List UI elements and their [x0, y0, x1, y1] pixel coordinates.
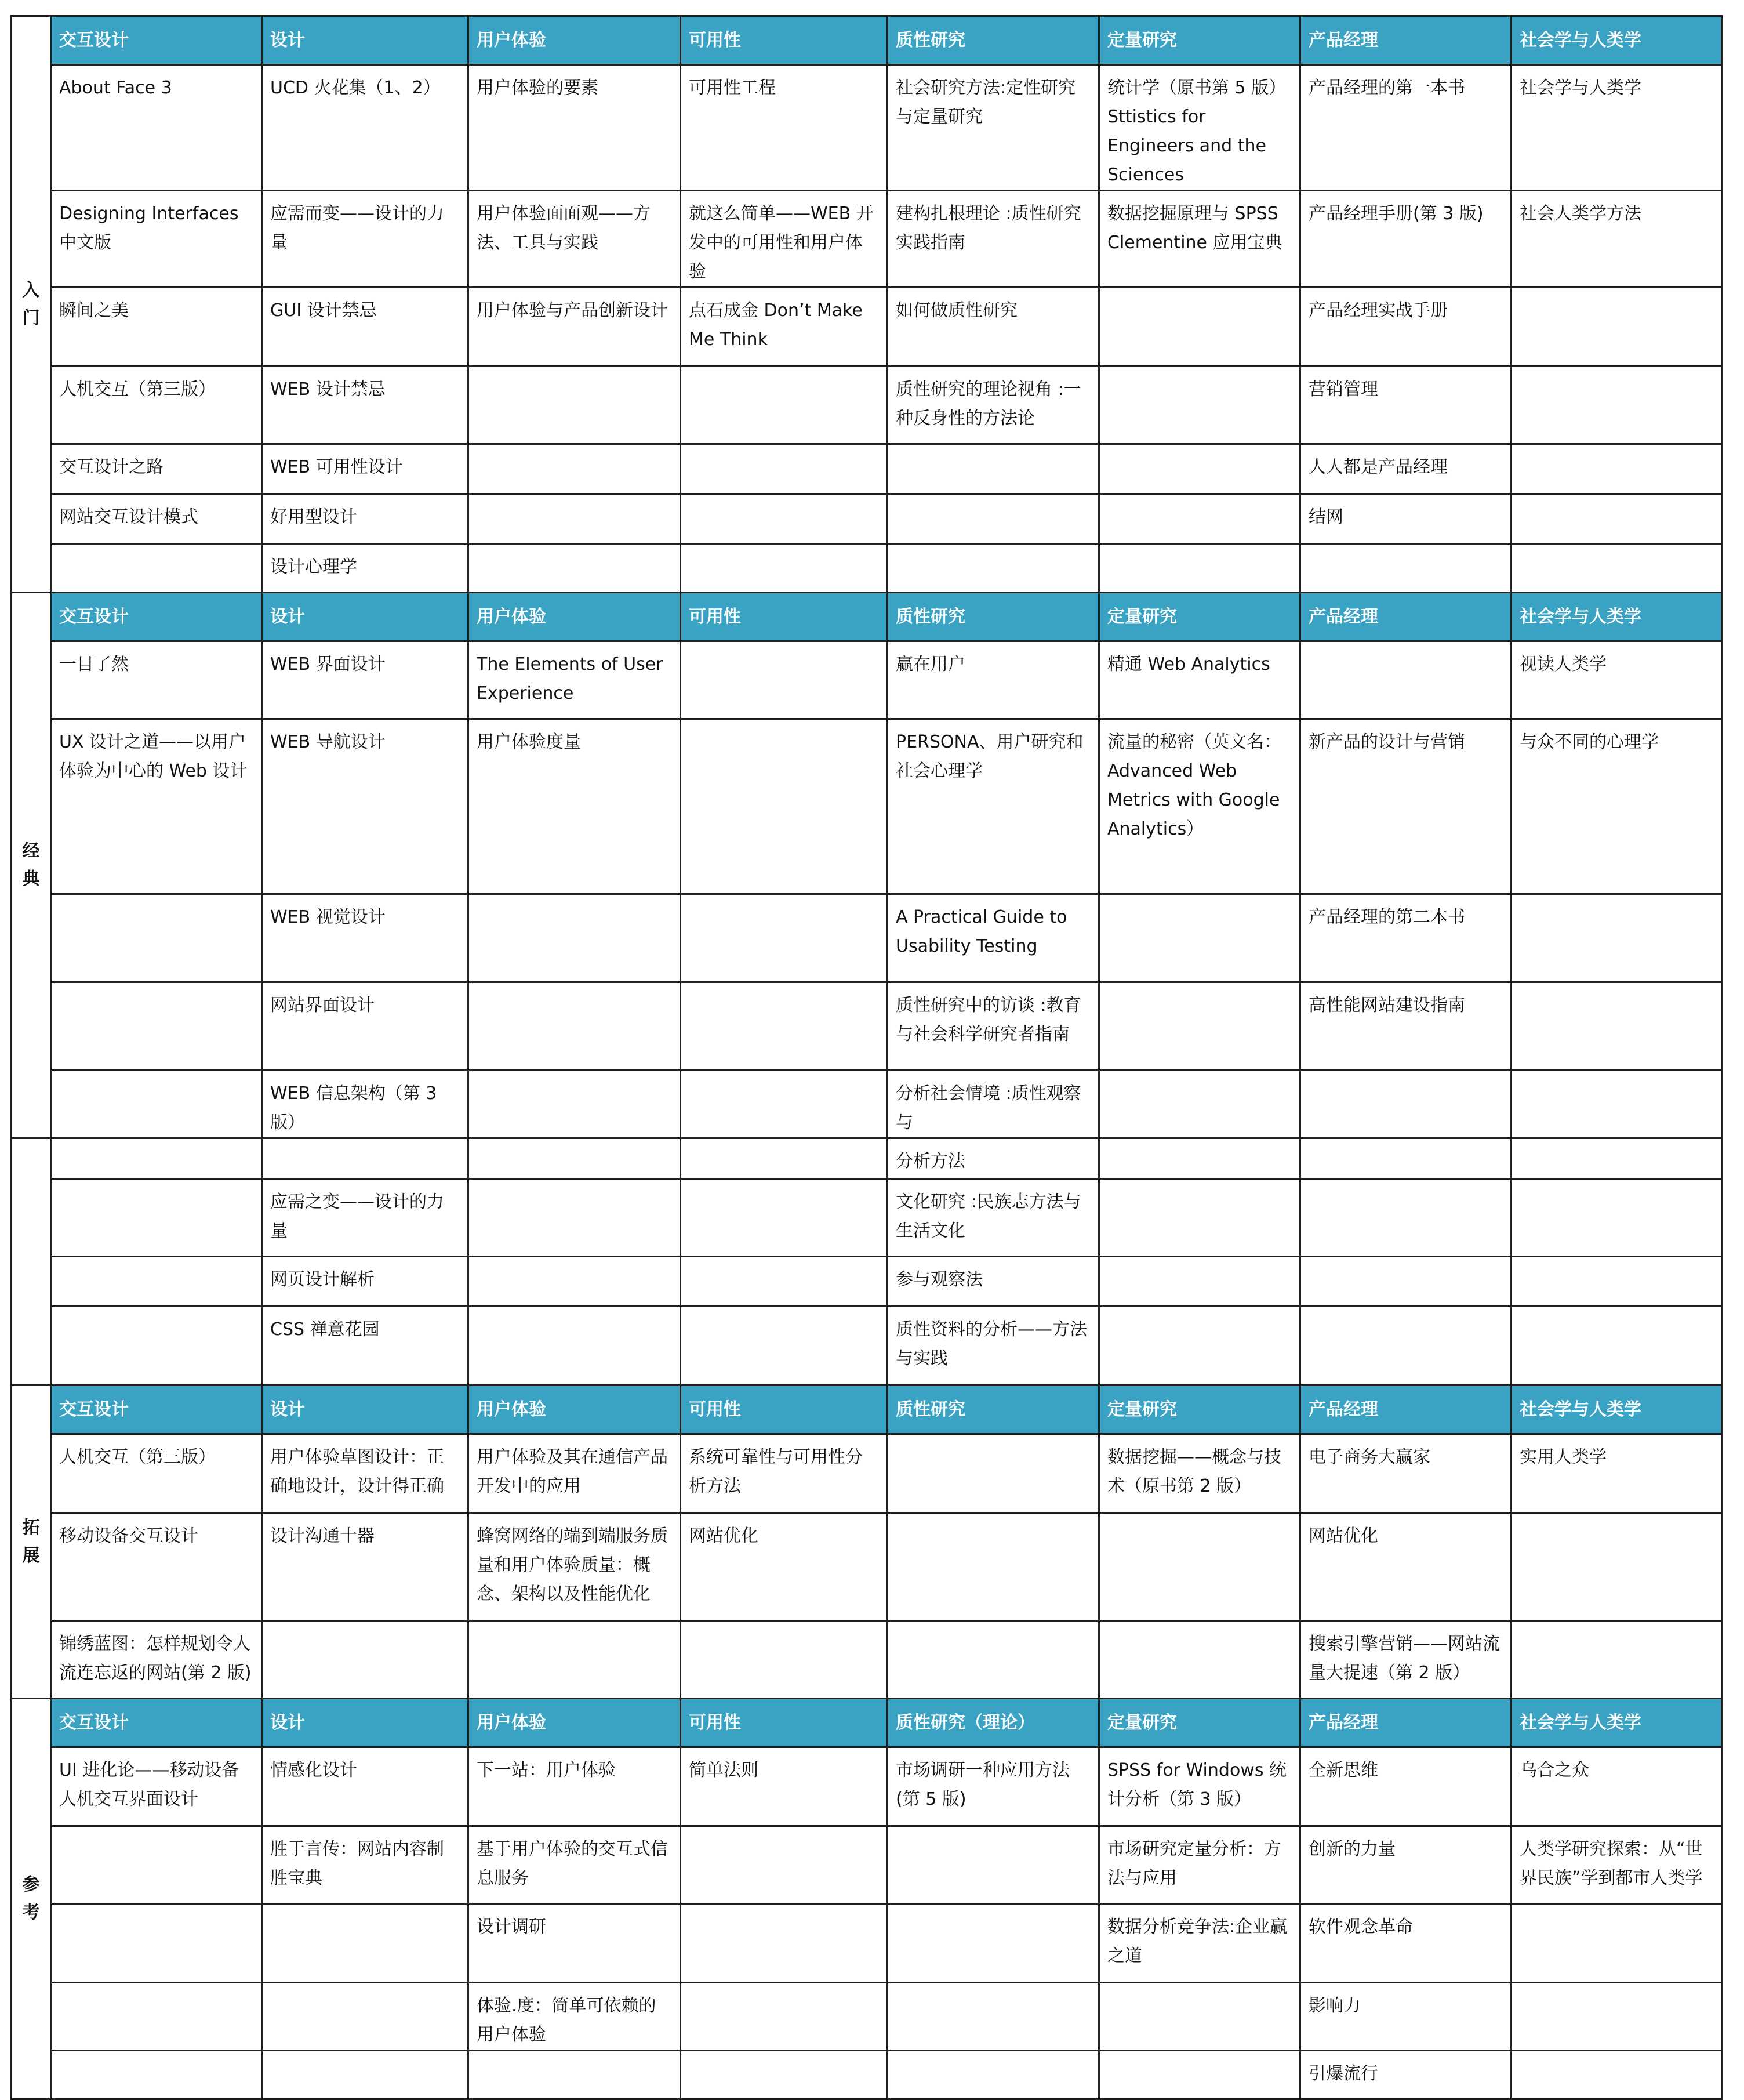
- category-header: 交互设计: [51, 593, 262, 641]
- book-cell: 设计心理学: [262, 544, 468, 593]
- book-cell: 如何做质性研究: [888, 288, 1099, 367]
- book-cell: 点石成金 Don’t Make Me Think: [681, 288, 888, 367]
- book-cell: WEB 界面设计: [262, 641, 468, 719]
- book-cell: [681, 1179, 888, 1257]
- book-cell: [1099, 982, 1300, 1071]
- book-cell: [1099, 894, 1300, 982]
- table-row: [12, 444, 1722, 494]
- book-cell: 影响力: [1300, 1983, 1512, 2051]
- book-cell: 产品经理实战手册: [1300, 288, 1512, 367]
- book-cell: [1512, 1257, 1722, 1307]
- category-header: 社会学与人类学: [1512, 1699, 1722, 1747]
- book-cell: 用户体验与产品创新设计: [468, 288, 681, 367]
- book-cell: [1099, 1983, 1300, 2051]
- book-cell: [1099, 544, 1300, 593]
- book-cell: SPSS for Windows 统计分析（第 3 版）: [1099, 1747, 1300, 1826]
- book-cell: UCD 火花集（1、2）: [262, 65, 468, 191]
- book-cell: [681, 1826, 888, 1904]
- book-cell: [681, 367, 888, 444]
- table-row: [12, 1904, 1722, 1983]
- book-cell: UX 设计之道——以用户体验为中心的 Web 设计: [51, 719, 262, 894]
- book-cell: 视读人类学: [1512, 641, 1722, 719]
- book-cell: 建构扎根理论 :质性研究实践指南: [888, 191, 1099, 288]
- book-cell: 参与观察法: [888, 1257, 1099, 1307]
- category-header: 可用性: [681, 16, 888, 65]
- book-cell: 产品经理的第一本书: [1300, 65, 1512, 191]
- level-label-text: 经典: [22, 841, 40, 889]
- category-header: 用户体验: [468, 593, 681, 641]
- book-cell: [51, 982, 262, 1071]
- category-header: 设计: [262, 593, 468, 641]
- book-cell: 可用性工程: [681, 65, 888, 191]
- book-cell: 统计学（原书第 5 版）Sttistics for Engineers and the Sciences: [1099, 65, 1300, 191]
- book-cell: [51, 1257, 262, 1307]
- category-header: 用户体验: [468, 1699, 681, 1747]
- book-cell: UI 进化论——移动设备人机交互界面设计: [51, 1747, 262, 1826]
- book-cell: WEB 设计禁忌: [262, 367, 468, 444]
- book-cell: 系统可靠性与可用性分析方法: [681, 1434, 888, 1513]
- table-row: [12, 367, 1722, 444]
- book-cell: [1512, 1307, 1722, 1386]
- category-header: 可用性: [681, 1386, 888, 1434]
- book-cell: [681, 719, 888, 894]
- book-cell: 用户体验度量: [468, 719, 681, 894]
- book-cell: [1512, 444, 1722, 494]
- book-cell: [1300, 1071, 1512, 1138]
- table-row: [12, 1307, 1722, 1386]
- category-header: 用户体验: [468, 16, 681, 65]
- book-cell: [1099, 1307, 1300, 1386]
- book-cell: [1512, 1983, 1722, 2051]
- book-cell: 产品经理的第二本书: [1300, 894, 1512, 982]
- book-cell: [1512, 544, 1722, 593]
- book-cell: [681, 1071, 888, 1138]
- book-cell: 分析社会情境 :质性观察与: [888, 1071, 1099, 1138]
- table-row: [12, 1071, 1722, 1138]
- book-cell: [888, 1826, 1099, 1904]
- book-cell: [1512, 1071, 1722, 1138]
- book-cell: Designing Interfaces 中文版: [51, 191, 262, 288]
- category-header: 交互设计: [51, 1699, 262, 1747]
- book-cell: PERSONA、用户研究和社会心理学: [888, 719, 1099, 894]
- book-cell: [262, 2051, 468, 2099]
- book-cell: [888, 1904, 1099, 1983]
- category-header: 质性研究: [888, 593, 1099, 641]
- book-cell: 锦绣蓝图：怎样规划令人流连忘返的网站(第 2 版): [51, 1621, 262, 1699]
- book-cell: [1300, 544, 1512, 593]
- book-cell: 应需之变——设计的力量: [262, 1179, 468, 1257]
- book-cell: [262, 1621, 468, 1699]
- book-cell: [468, 367, 681, 444]
- book-cell: 质性研究中的访谈 :教育与社会科学研究者指南: [888, 982, 1099, 1071]
- category-header: 产品经理: [1300, 1699, 1512, 1747]
- book-cell: [468, 1071, 681, 1138]
- category-header: 产品经理: [1300, 1386, 1512, 1434]
- book-cell: 应需而变——设计的力量: [262, 191, 468, 288]
- book-cell: 用户体验及其在通信产品开发中的应用: [468, 1434, 681, 1513]
- table-row: [12, 894, 1722, 982]
- book-cell: [1300, 1257, 1512, 1307]
- table-row: [12, 494, 1722, 544]
- book-cell: [1099, 1071, 1300, 1138]
- book-cell: [1099, 2051, 1300, 2099]
- book-cell: 瞬间之美: [51, 288, 262, 367]
- category-header-row: [12, 593, 1722, 641]
- table-row: [12, 1138, 1722, 1179]
- book-cell: 网站界面设计: [262, 982, 468, 1071]
- book-cell: [888, 444, 1099, 494]
- book-cell: 数据挖掘原理与 SPSS Clementine 应用宝典: [1099, 191, 1300, 288]
- book-cell: [888, 2051, 1099, 2099]
- book-cell: [888, 1621, 1099, 1699]
- book-cell: [1512, 1513, 1722, 1621]
- book-cell: 市场研究定量分析：方法与应用: [1099, 1826, 1300, 1904]
- table-row: [12, 1621, 1722, 1699]
- book-cell: 就这么简单——WEB 开发中的可用性和用户体验: [681, 191, 888, 288]
- book-cell: [1512, 1138, 1722, 1179]
- book-cell: 人人都是产品经理: [1300, 444, 1512, 494]
- book-cell: 设计沟通十器: [262, 1513, 468, 1621]
- book-cell: [51, 1826, 262, 1904]
- book-cell: 胜于言传：网站内容制胜宝典: [262, 1826, 468, 1904]
- book-cell: 全新思维: [1300, 1747, 1512, 1826]
- book-cell: 新产品的设计与营销: [1300, 719, 1512, 894]
- table-row: [12, 2051, 1722, 2099]
- book-cell: [681, 641, 888, 719]
- book-cell: [468, 1257, 681, 1307]
- book-cell: [468, 1138, 681, 1179]
- category-header: 定量研究: [1099, 593, 1300, 641]
- category-header: 产品经理: [1300, 593, 1512, 641]
- book-cell: 数据挖掘——概念与技术（原书第 2 版）: [1099, 1434, 1300, 1513]
- book-cell: [262, 1904, 468, 1983]
- book-cell: [51, 1179, 262, 1257]
- category-header: 社会学与人类学: [1512, 16, 1722, 65]
- book-cell: [1099, 288, 1300, 367]
- level-label-2: [12, 1138, 51, 1386]
- book-cell: 赢在用户: [888, 641, 1099, 719]
- category-header: 设计: [262, 1699, 468, 1747]
- book-cell: [468, 494, 681, 544]
- category-header: 社会学与人类学: [1512, 1386, 1722, 1434]
- book-cell: 网页设计解析: [262, 1257, 468, 1307]
- book-cell: [1512, 2051, 1722, 2099]
- book-cell: [1512, 1179, 1722, 1257]
- book-cell: 社会学与人类学: [1512, 65, 1722, 191]
- book-cell: [1099, 1179, 1300, 1257]
- category-header: 定量研究: [1099, 1386, 1300, 1434]
- book-cell: [1099, 444, 1300, 494]
- book-cell: [681, 1983, 888, 2051]
- level-label-text: 入门: [22, 280, 40, 328]
- book-cell: WEB 视觉设计: [262, 894, 468, 982]
- book-cell: 流量的秘密（英文名：Advanced Web Metrics with Google Analytics）: [1099, 719, 1300, 894]
- book-cell: 用户体验草图设计：正确地设计，设计得正确: [262, 1434, 468, 1513]
- book-cell: 社会研究方法:定性研究与定量研究: [888, 65, 1099, 191]
- book-cell: 一目了然: [51, 641, 262, 719]
- category-header: 交互设计: [51, 1386, 262, 1434]
- book-cell: 电子商务大赢家: [1300, 1434, 1512, 1513]
- book-cell: 市场调研一种应用方法(第 5 版): [888, 1747, 1099, 1826]
- book-cell: CSS 禅意花园: [262, 1307, 468, 1386]
- reading-list-table: [10, 15, 1723, 2100]
- book-cell: [681, 444, 888, 494]
- book-cell: 网站优化: [681, 1513, 888, 1621]
- book-cell: WEB 导航设计: [262, 719, 468, 894]
- level-label-1: [12, 593, 51, 1138]
- book-cell: [1099, 1257, 1300, 1307]
- book-cell: [1300, 641, 1512, 719]
- book-cell: [262, 1138, 468, 1179]
- level-label-0: [12, 16, 51, 593]
- book-cell: 人类学研究探索：从“世界民族”学到都市人类学: [1512, 1826, 1722, 1904]
- book-cell: [1300, 1307, 1512, 1386]
- book-cell: [1099, 1621, 1300, 1699]
- table-row: [12, 982, 1722, 1071]
- table-row: [12, 719, 1722, 894]
- book-cell: 精通 Web Analytics: [1099, 641, 1300, 719]
- table-row: [12, 1257, 1722, 1307]
- book-cell: [1512, 982, 1722, 1071]
- book-cell: [1512, 288, 1722, 367]
- book-cell: [1512, 1904, 1722, 1983]
- table-body: [12, 16, 1722, 2099]
- book-cell: 乌合之众: [1512, 1747, 1722, 1826]
- table-row: [12, 1747, 1722, 1826]
- book-cell: 下一站：用户体验: [468, 1747, 681, 1826]
- book-cell: [1099, 1138, 1300, 1179]
- book-cell: [681, 1307, 888, 1386]
- book-cell: [681, 544, 888, 593]
- book-cell: 情感化设计: [262, 1747, 468, 1826]
- book-cell: [888, 1513, 1099, 1621]
- book-cell: [468, 894, 681, 982]
- category-header: 定量研究: [1099, 1699, 1300, 1747]
- book-cell: 引爆流行: [1300, 2051, 1512, 2099]
- book-cell: 结网: [1300, 494, 1512, 544]
- book-cell: 蜂窝网络的端到端服务质量和用户体验质量：概念、架构以及性能优化: [468, 1513, 681, 1621]
- book-cell: [262, 1983, 468, 2051]
- category-header: 设计: [262, 1386, 468, 1434]
- book-cell: 移动设备交互设计: [51, 1513, 262, 1621]
- book-cell: 人机交互（第三版）: [51, 367, 262, 444]
- book-cell: [51, 1138, 262, 1179]
- book-cell: 营销管理: [1300, 367, 1512, 444]
- book-cell: 实用人类学: [1512, 1434, 1722, 1513]
- table-row: [12, 1179, 1722, 1257]
- category-header: 定量研究: [1099, 16, 1300, 65]
- book-cell: [1512, 894, 1722, 982]
- book-cell: [1512, 1621, 1722, 1699]
- book-cell: [888, 1434, 1099, 1513]
- book-cell: 人机交互（第三版）: [51, 1434, 262, 1513]
- book-cell: 创新的力量: [1300, 1826, 1512, 1904]
- book-cell: [468, 1621, 681, 1699]
- book-cell: [1099, 367, 1300, 444]
- book-cell: [681, 2051, 888, 2099]
- book-cell: 交互设计之路: [51, 444, 262, 494]
- book-cell: [468, 1307, 681, 1386]
- book-cell: [681, 982, 888, 1071]
- table-row: [12, 1983, 1722, 2051]
- book-cell: 基于用户体验的交互式信息服务: [468, 1826, 681, 1904]
- book-cell: [1512, 494, 1722, 544]
- book-cell: WEB 可用性设计: [262, 444, 468, 494]
- book-cell: 文化研究 :民族志方法与生活文化: [888, 1179, 1099, 1257]
- level-label-4: [12, 1699, 51, 2099]
- book-cell: [468, 444, 681, 494]
- book-cell: 与众不同的心理学: [1512, 719, 1722, 894]
- book-cell: [681, 894, 888, 982]
- book-cell: [468, 2051, 681, 2099]
- category-header: 设计: [262, 16, 468, 65]
- book-cell: 体验.度：简单可依赖的用户体验: [468, 1983, 681, 2051]
- table-row: [12, 544, 1722, 593]
- category-header: 用户体验: [468, 1386, 681, 1434]
- book-cell: GUI 设计禁忌: [262, 288, 468, 367]
- category-header: 产品经理: [1300, 16, 1512, 65]
- book-cell: WEB 信息架构（第 3 版）: [262, 1071, 468, 1138]
- book-cell: 高性能网站建设指南: [1300, 982, 1512, 1071]
- book-cell: 社会人类学方法: [1512, 191, 1722, 288]
- book-cell: 质性研究的理论视角 :一种反身性的方法论: [888, 367, 1099, 444]
- table-row: [12, 1434, 1722, 1513]
- book-cell: [468, 544, 681, 593]
- book-cell: [1099, 1513, 1300, 1621]
- category-header: 质性研究: [888, 1386, 1099, 1434]
- book-cell: [1512, 367, 1722, 444]
- book-cell: 分析方法: [888, 1138, 1099, 1179]
- book-cell: [681, 1138, 888, 1179]
- category-header-row: [12, 1386, 1722, 1434]
- book-cell: 设计调研: [468, 1904, 681, 1983]
- book-cell: [1099, 494, 1300, 544]
- category-header: 质性研究: [888, 16, 1099, 65]
- book-cell: 用户体验的要素: [468, 65, 681, 191]
- table-row: [12, 1513, 1722, 1621]
- book-cell: 网站交互设计模式: [51, 494, 262, 544]
- book-cell: 数据分析竞争法:企业赢之道: [1099, 1904, 1300, 1983]
- book-cell: [681, 1621, 888, 1699]
- book-cell: 搜索引擎营销——网站流量大提速（第 2 版）: [1300, 1621, 1512, 1699]
- category-header-row: [12, 1699, 1722, 1747]
- book-cell: [51, 2051, 262, 2099]
- book-cell: [888, 544, 1099, 593]
- book-cell: A Practical Guide to Usability Testing: [888, 894, 1099, 982]
- book-cell: [888, 494, 1099, 544]
- category-header: 质性研究（理论）: [888, 1699, 1099, 1747]
- book-cell: 产品经理手册(第 3 版): [1300, 191, 1512, 288]
- table-row: [12, 1826, 1722, 1904]
- category-header-row: [12, 16, 1722, 65]
- table-row: [12, 641, 1722, 719]
- book-cell: [681, 494, 888, 544]
- category-header: 社会学与人类学: [1512, 593, 1722, 641]
- category-header: 可用性: [681, 1699, 888, 1747]
- table-row: [12, 65, 1722, 191]
- book-cell: 好用型设计: [262, 494, 468, 544]
- book-cell: 网站优化: [1300, 1513, 1512, 1621]
- book-cell: About Face 3: [51, 65, 262, 191]
- level-label-3: [12, 1386, 51, 1699]
- category-header: 交互设计: [51, 16, 262, 65]
- book-cell: The Elements of User Experience: [468, 641, 681, 719]
- table-row: [12, 191, 1722, 288]
- book-cell: [681, 1904, 888, 1983]
- table-row: [12, 288, 1722, 367]
- book-cell: [888, 1983, 1099, 2051]
- book-cell: [51, 1071, 262, 1138]
- level-label-text: 参考: [22, 1874, 40, 1923]
- book-cell: [681, 1257, 888, 1307]
- book-cell: [51, 1904, 262, 1983]
- book-cell: [1300, 1138, 1512, 1179]
- book-cell: [1300, 1179, 1512, 1257]
- book-cell: [51, 894, 262, 982]
- book-cell: 用户体验面面观——方法、工具与实践: [468, 191, 681, 288]
- book-cell: [51, 544, 262, 593]
- book-cell: [51, 1983, 262, 2051]
- book-cell: [468, 982, 681, 1071]
- book-cell: [51, 1307, 262, 1386]
- book-cell: [468, 1179, 681, 1257]
- level-label-text: 拓展: [22, 1517, 40, 1566]
- category-header: 可用性: [681, 593, 888, 641]
- book-cell: 简单法则: [681, 1747, 888, 1826]
- book-cell: 软件观念革命: [1300, 1904, 1512, 1983]
- book-cell: 质性资料的分析——方法与实践: [888, 1307, 1099, 1386]
